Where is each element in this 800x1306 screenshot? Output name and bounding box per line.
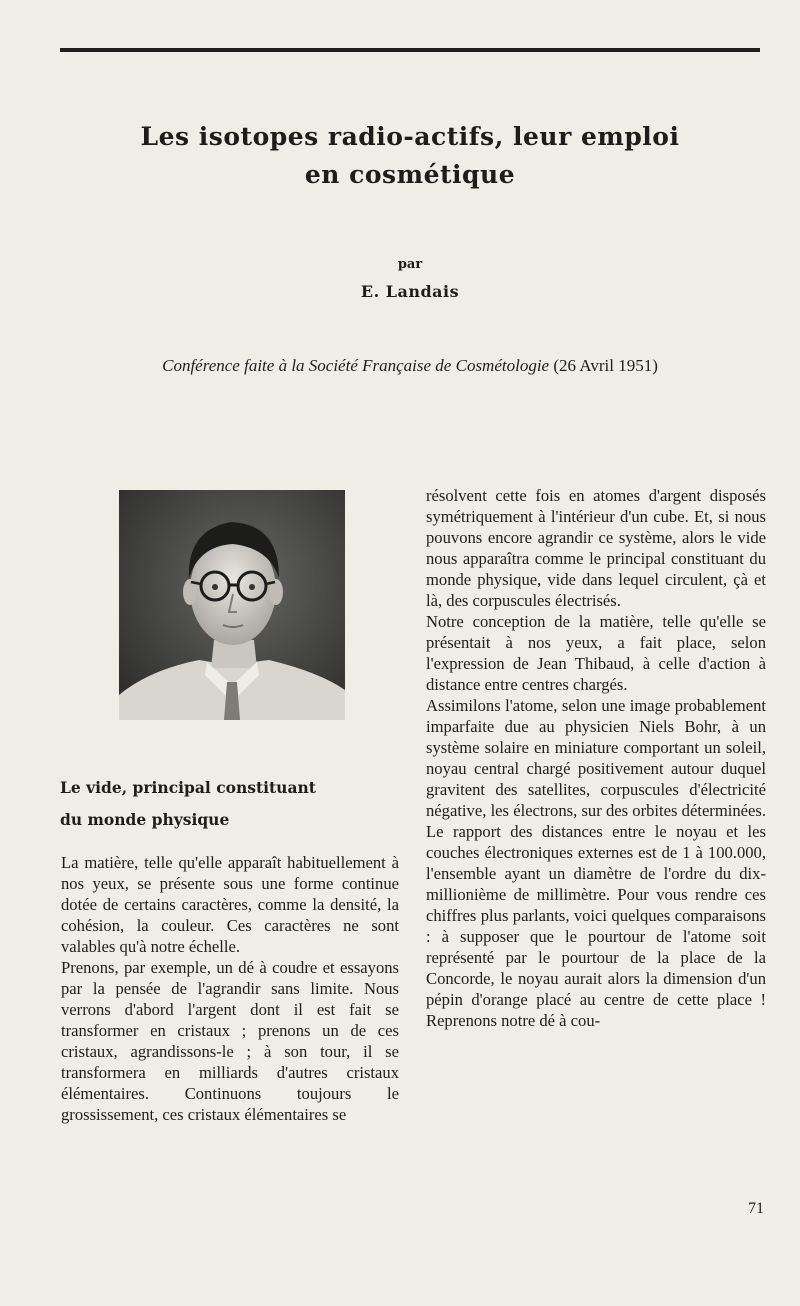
paragraph: Notre conception de la matière, telle qu'elle se présentait à nos yeux, a fait place, selon l'expression de Jean Thibaud, à celle d'action à distance entre centres chargés. bbox=[426, 612, 766, 694]
paragraph: résolvent cette fois en atomes d'argent disposés symétriquement à l'intérieur d'un cube. Et, si nous pouvons encore agrandir ce système, alors le vide nous apparaîtra comme le principal constituant du monde physique, vide dans lequel circulent, çà et là, des corpuscules électrisés. bbox=[426, 486, 766, 610]
section-heading-line-2: du monde physique bbox=[60, 810, 230, 829]
section-heading-line-1: Le vide, principal constituant bbox=[60, 778, 316, 797]
paragraph: La matière, telle qu'elle apparaît habituellement à nos yeux, se présente sous une forme continue dotée de certains caractères, comme la densité, la cohésion, la couleur. Ces caractères ne sont valables qu'à notre échelle. bbox=[61, 853, 399, 956]
paragraph: Assimilons l'atome, selon une image probablement imparfaite due au physicien Niels Bohr, à un système solaire en miniature comportant un soleil, noyau central chargé positivement autour duquel gravitent des satellites, corpuscules d'électricité négative, les électrons, sur des orbites déterminées. Le rapport des distances entre le noyau et les couches électroniques externes est de 1 à 100.000, l'ensemble ayant un diamètre de l'ordre du dix-millionième de millimètre. Pour vous rendre ces chiffres plus parlants, voici quelques comparaisons : à supposer que le pourtour de l'atome soit représenté par le pourtour de la place de la Concorde, le noyau aurait alors la dimension d'un pépin d'orange placé au centre de cette place ! Reprenons notre dé à cou- bbox=[426, 696, 766, 1030]
conference-text: Conférence faite à la Société Française de Cosmétologie bbox=[162, 356, 550, 375]
byline-par: par bbox=[397, 257, 423, 272]
left-column bbox=[61, 852, 399, 1125]
article-title bbox=[60, 118, 760, 194]
section-heading bbox=[60, 772, 405, 836]
author-photo bbox=[119, 490, 345, 720]
right-column bbox=[426, 485, 766, 1031]
author-name: E. Landais bbox=[360, 282, 460, 301]
top-rule bbox=[60, 48, 760, 52]
title-line-1: Les isotopes radio-actifs, leur emploi bbox=[140, 122, 680, 151]
portrait-illustration bbox=[119, 490, 345, 720]
conference-date: (26 Avril 1951) bbox=[553, 356, 658, 375]
conference-note bbox=[60, 356, 760, 376]
paragraph: Prenons, par exemple, un dé à coudre et essayons par la pensée de l'agrandir sans limite. Nous verrons d'abord l'argent dont il est fait se transformer en cristaux ; prenons un de ces cristaux, agrandissons-le ; à son tour, il se transformera en milliards d'autres cristaux élémentaires. Continuons toujours le grossissement, ces cristaux élémentaires se bbox=[61, 958, 399, 1124]
page-number: 71 bbox=[748, 1200, 764, 1217]
title-line-2: en cosmétique bbox=[304, 160, 516, 189]
